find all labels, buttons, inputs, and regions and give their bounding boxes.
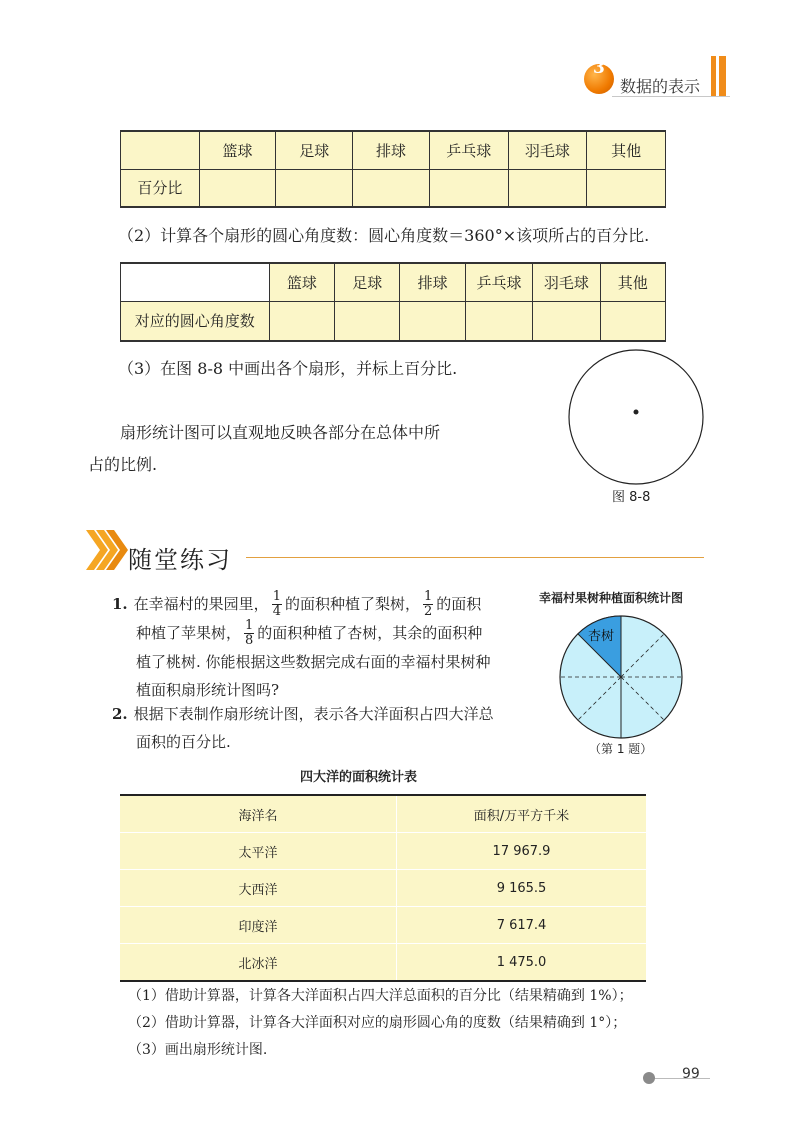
table-header-cell [121,131,200,169]
summary-line-2: 占的比例. [88,455,158,474]
header-divider [612,96,730,97]
header-bar-decoration [719,56,726,96]
ocean-name-cell: 北冰洋 [120,944,397,982]
exercise-text: 植面积扇形统计图吗? [136,681,280,699]
pie-chart-caption: （第 1 题） [589,742,653,756]
percentage-table [120,130,666,208]
ocean-name-cell: 印度洋 [120,907,397,944]
fraction-numerator: 1 [272,588,281,604]
exercise-number: 1. [112,595,128,613]
exercise-text: 根据下表制作扇形统计图，表示各大洋面积占四大洋总 [133,705,494,723]
fraction-denominator: 2 [423,603,433,619]
page-number: 99 [682,1066,700,1082]
ocean-area-cell: 9 165.5 [397,870,647,907]
table-header-cell: 其他 [600,263,665,301]
summary-line-1: 扇形统计图可以直观地反映各部分在总体中所 [120,423,441,442]
fraction [272,590,282,619]
exercise-text: 的面积种植了杏树，其余的面积种 [257,624,483,642]
table-header-cell: 其他 [587,131,666,169]
table-row-label: 对应的圆心角度数 [121,301,270,341]
table-header-cell: 羽毛球 [533,263,600,301]
fraction [423,590,433,619]
table-row [120,833,646,870]
table-cell-empty [269,301,334,341]
table-header-cell: 乒乓球 [465,263,532,301]
exercise-text: 的面积 [436,595,482,613]
table-header-cell: 篮球 [199,131,276,169]
ocean-area-cell: 17 967.9 [397,833,647,870]
exercise-text: 植了桃树. 你能根据这些数据完成右面的幸福村果树种 [136,653,491,671]
table-cell-empty [508,169,587,207]
table-header-cell: 排球 [400,263,465,301]
exercise-text: 的面积种植了梨树， [284,595,420,613]
header-bar-decoration [711,56,716,96]
table-header-cell: 篮球 [269,263,334,301]
table-row-label: 百分比 [121,169,200,207]
table-cell-empty [400,301,465,341]
chapter-title: 数据的表示 [620,77,701,96]
question-item: （2）借助计算器，计算各大洋面积对应的扇形圆心角的度数（结果精确到 1°）； [128,1015,627,1031]
table-cell-empty [600,301,665,341]
exercise-text: 面积的百分比. [136,733,231,751]
step-2-text: （2）计算各个扇形的圆心角度数：圆心角度数＝360°×该项所占的百分比. [118,226,650,245]
fraction-numerator: 1 [245,617,254,633]
table-cell-empty [276,169,353,207]
fraction [244,619,254,648]
exercise-1 [112,590,532,704]
chapter-number: 3 [593,58,605,78]
circle-outline [569,350,703,484]
table-header-cell: 海洋名 [120,795,397,833]
table-header-cell: 足球 [335,263,400,301]
table-header-cell [121,263,270,301]
step-3-text: （3）在图 8-8 中画出各个扇形，并标上百分比. [118,359,458,378]
figure-caption: 图 8-8 [612,490,651,505]
ocean-area-cell: 7 617.4 [397,907,647,944]
table-cell-empty [335,301,400,341]
section-divider [246,557,704,558]
angle-table [120,262,666,342]
table-header-cell: 足球 [276,131,353,169]
exercise-text: 在幸福村的果园里， [133,595,269,613]
ocean-area-cell: 1 475.0 [397,944,647,982]
empty-circle-figure [566,347,706,487]
question-list [128,983,633,1064]
table-row [120,870,646,907]
chevron-arrows-icon [86,528,128,572]
question-item: （1）借助计算器，计算各大洋面积占四大洋总面积的百分比（结果精确到 1%）； [128,988,633,1004]
ocean-name-cell: 大西洋 [120,870,397,907]
table-cell-empty [353,169,430,207]
footer-divider [646,1078,710,1079]
table-row [120,944,646,982]
ocean-name-cell: 太平洋 [120,833,397,870]
pie-chart-title: 幸福村果树种植面积统计图 [539,591,684,605]
ocean-area-table [120,794,646,982]
table-header-cell: 面积/万平方千米 [397,795,647,833]
table-header-cell: 排球 [353,131,430,169]
table-cell-empty [429,169,508,207]
question-item: （3）画出扇形统计图. [128,1042,268,1058]
pie-slice-label: 杏树 [588,629,615,644]
fraction-denominator: 8 [245,632,254,648]
table-header-cell: 羽毛球 [508,131,587,169]
table-header-cell: 乒乓球 [429,131,508,169]
section-title: 随堂练习 [128,546,232,574]
footer-dot-icon [643,1072,655,1084]
fraction-numerator: 1 [423,588,433,604]
table-cell-empty [533,301,600,341]
pie-chart [558,614,684,740]
circle-center-dot [634,410,639,415]
table-cell-empty [587,169,666,207]
ocean-table-title: 四大洋的面积统计表 [300,770,418,785]
exercise-2 [112,700,532,756]
exercise-number: 2. [112,705,128,723]
fraction-denominator: 4 [272,603,281,619]
table-row [120,907,646,944]
exercise-text: 种植了苹果树， [136,624,242,642]
table-cell-empty [465,301,532,341]
table-cell-empty [199,169,276,207]
